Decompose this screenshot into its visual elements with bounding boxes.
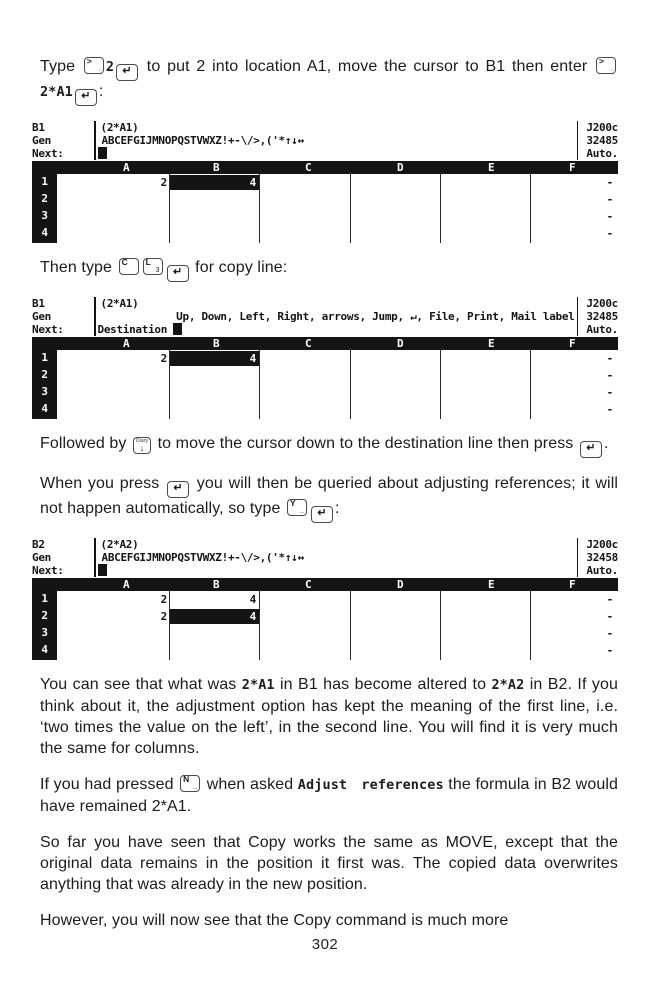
paragraph-copy-line: [40, 257, 618, 282]
row-number: 3: [41, 209, 48, 222]
options-line: Up, Down, Left, Right, arrows, Jump, ↵, File, Print, Mail label: [176, 310, 575, 323]
cell-b-value: 4: [249, 593, 256, 606]
return-key-icon: [580, 441, 602, 458]
options-line: ABCEFGIJMNOPQSTVWXZ!+-\/>,('*↑↓↔: [101, 134, 304, 147]
text-run: When you press: [40, 475, 166, 492]
row-number: 2: [41, 192, 48, 205]
status-middle: [96, 121, 577, 160]
key-main-legend: ↵: [122, 65, 132, 77]
inline-code: 2*A1: [241, 677, 275, 693]
row-number: 3: [41, 385, 48, 398]
status-area: [32, 121, 618, 161]
next-label: Next:: [32, 564, 64, 577]
text-run: Then type: [40, 259, 117, 276]
key-main-legend: C: [121, 257, 128, 267]
mode-label: Gen: [32, 551, 51, 564]
return-key-icon: [311, 506, 333, 523]
column-letter: D: [397, 337, 404, 350]
spreadsheet-grid: [32, 350, 618, 419]
key-sub-legend: .: [98, 66, 101, 73]
next-label: Next:: [32, 147, 64, 160]
down-arrow-key-icon: [133, 437, 151, 454]
key-main-legend: >: [86, 56, 92, 66]
text-run: to put 2 into location A1, move the cursor to B1 then enter: [140, 58, 594, 75]
spreadsheet-screen-1: [32, 121, 618, 243]
row-dash: -: [606, 386, 613, 399]
return-key-icon: [75, 89, 97, 106]
row-number: 1: [41, 351, 48, 364]
row-dash: -: [606, 644, 613, 657]
grid-row: [32, 175, 618, 192]
status-calc-mode: Auto.: [586, 564, 618, 577]
paragraph-intro: [40, 56, 618, 106]
key-main-legend: ↵: [172, 266, 183, 278]
status-memory: J200c: [586, 121, 618, 134]
paragraph-explanation: [40, 674, 618, 759]
status-memory: J200c: [586, 297, 618, 310]
row-number: 1: [41, 175, 48, 188]
cursor-block: [173, 323, 182, 335]
y-key-icon: [287, 499, 307, 516]
value-entry-key-icon: [84, 57, 104, 74]
next-label: Next:: [32, 323, 64, 336]
key-main-legend: L: [145, 257, 151, 267]
grid-row: [32, 385, 618, 402]
row-number: 4: [41, 402, 48, 415]
key-main-legend: >: [599, 56, 605, 66]
column-letter: E: [488, 578, 495, 591]
column-letter: A: [123, 161, 130, 174]
paragraph-copy-vs-move: So far you have seen that Copy works the same as MOVE, except that the original data remains in the position it first was. The copied data overwrites anything that was already in the new position.: [40, 834, 618, 893]
grid-row: [32, 192, 618, 209]
paragraph-followed-by: [40, 433, 618, 458]
grid-row: [32, 643, 618, 660]
grid-row: [32, 209, 618, 226]
cell-b-value: [170, 209, 259, 224]
cell-b-value-highlighted: 4: [170, 175, 259, 190]
column-letter: C: [305, 337, 312, 350]
text-run: in B1 has become altered to: [274, 676, 492, 693]
column-letter: A: [123, 578, 130, 591]
next-line: [96, 323, 577, 336]
text-run: you will then be queried about adjusting references; it will not happen automatically, so type: [40, 475, 618, 517]
cursor-block: [98, 147, 107, 159]
inline-code: Adjust references: [297, 777, 444, 793]
row-dash: -: [606, 627, 613, 640]
key-main-legend: N: [183, 774, 190, 784]
text-run: in B2. If you think about it, the adjustment option has kept the meaning of the first line, i.e. ‘two times the value on the left’, in the second line. You will find it is very much the same for columns.: [40, 676, 618, 757]
grid-row: [32, 402, 618, 419]
column-letter: B: [213, 578, 220, 591]
key-main-legend: ↵: [81, 90, 91, 102]
row-number: 3: [41, 626, 48, 639]
status-area: [32, 538, 618, 578]
column-letter: E: [488, 337, 495, 350]
grid-row: [32, 351, 618, 368]
cell-b-value: [170, 626, 259, 641]
column-letter: D: [397, 161, 404, 174]
text-run: Type: [40, 58, 82, 75]
row-dash: -: [606, 352, 613, 365]
column-header-bar: [32, 161, 618, 174]
column-letter: C: [305, 161, 312, 174]
status-calc-mode: Auto.: [586, 147, 618, 160]
row-number: 4: [41, 643, 48, 656]
spreadsheet-grid: [32, 174, 618, 243]
text-run: for copy line:: [190, 259, 288, 276]
inline-code: 2*A1: [40, 84, 73, 100]
formula-line: (2*A1): [100, 121, 139, 134]
grid-row: [32, 368, 618, 385]
l3-key-icon: [143, 258, 163, 275]
key-sub-legend: ..: [299, 508, 305, 515]
cell-b-value: [170, 192, 259, 207]
mode-label: Gen: [32, 134, 51, 147]
status-right-labels: [578, 121, 618, 160]
column-letter: F: [569, 337, 576, 350]
key-main-legend: ↵: [586, 442, 596, 454]
next-text: Destination: [97, 323, 174, 336]
row-number: 4: [41, 226, 48, 239]
status-memory: J200c: [586, 538, 618, 551]
row-dash: -: [606, 176, 613, 189]
status-middle: [96, 538, 577, 577]
status-calc-mode: Auto.: [586, 323, 618, 336]
key-main-legend: ↓: [139, 443, 145, 453]
next-line: [96, 564, 577, 577]
text-run: to move the cursor down to the destination line then press: [153, 435, 578, 452]
page-content: [32, 56, 618, 946]
column-letter: E: [488, 161, 495, 174]
grid-row: [32, 226, 618, 243]
c-key-icon: [119, 258, 139, 275]
n-key-icon: [180, 775, 200, 792]
row-dash: -: [606, 610, 613, 623]
text-run: If you had pressed: [40, 776, 179, 793]
text-run: :: [98, 83, 104, 100]
text-run: when asked: [202, 776, 298, 793]
row-dash: -: [606, 403, 613, 416]
key-main-legend: ↵: [173, 482, 183, 494]
text-run: .: [603, 435, 609, 452]
key-top-legend: Diary: [135, 438, 149, 444]
column-letter: C: [305, 578, 312, 591]
inline-code: 2*A2: [491, 677, 525, 693]
text-run: the formula in B2 would have remained 2*A1.: [40, 776, 618, 815]
grid-row: [32, 609, 618, 626]
paragraph-adjust-query: [40, 473, 618, 523]
value-entry-key-icon: [596, 57, 616, 74]
status-free: 32458: [586, 551, 618, 564]
key-main-legend: ↵: [317, 507, 327, 519]
column-letter: D: [397, 578, 404, 591]
status-free: 32485: [586, 134, 618, 147]
cell-a-value: 2: [160, 176, 167, 189]
cell-a-value: 2: [160, 352, 167, 365]
status-left-labels: [32, 297, 94, 336]
cell-reference: B2: [32, 538, 45, 551]
cell-b-value: [170, 385, 259, 400]
row-dash: -: [606, 369, 613, 382]
column-letter: B: [213, 161, 220, 174]
text-run: Followed by: [40, 435, 132, 452]
row-number: 2: [41, 368, 48, 381]
status-left-labels: [32, 538, 94, 577]
column-header-bar: [32, 578, 618, 591]
column-letter: B: [213, 337, 220, 350]
cell-b-value-highlighted: 4: [170, 351, 259, 366]
formula-line: (2*A2): [100, 538, 139, 551]
next-line: [96, 147, 577, 160]
status-left-labels: [32, 121, 94, 160]
cell-reference: B1: [32, 121, 45, 134]
key-sub-legend: ..: [193, 784, 198, 791]
cursor-block: [98, 564, 107, 576]
formula-line: (2*A1): [100, 297, 139, 310]
cell-a-value: 2: [160, 610, 167, 623]
status-area: [32, 297, 618, 337]
paragraph-no-adjust: [40, 774, 618, 817]
status-free: 32485: [586, 310, 618, 323]
grid-row: [32, 626, 618, 643]
row-number: 1: [41, 592, 48, 605]
return-key-icon: [116, 64, 138, 81]
column-letter: F: [569, 578, 576, 591]
options-line: ABCEFGIJMNOPQSTVWXZ!+-\/>,('*↑↓↔: [101, 551, 304, 564]
row-dash: -: [606, 193, 613, 206]
paragraph-however: However, you will now see that the Copy command is much more: [40, 912, 509, 929]
column-header-bar: [32, 337, 618, 350]
status-middle: [96, 297, 577, 336]
mode-label: Gen: [32, 310, 51, 323]
row-dash: -: [606, 210, 613, 223]
return-key-icon: [167, 265, 189, 282]
row-number: 2: [41, 609, 48, 622]
spreadsheet-screen-2: [32, 297, 618, 419]
spreadsheet-grid: [32, 591, 618, 660]
key-sub-legend: 3: [155, 267, 160, 274]
spreadsheet-screen-3: [32, 538, 618, 660]
cell-b-value: [170, 226, 259, 241]
status-right-labels: [578, 538, 618, 577]
return-key-icon: [167, 481, 189, 498]
row-dash: -: [606, 227, 613, 240]
status-right-labels: [578, 297, 618, 336]
cell-b-value: [170, 402, 259, 417]
cell-b-value: [170, 643, 259, 658]
page-number: 302: [311, 936, 339, 953]
text-run: You can see that what was: [40, 676, 242, 693]
inline-code: 2: [105, 59, 115, 75]
column-letter: A: [123, 337, 130, 350]
key-main-legend: Y: [290, 498, 296, 508]
key-sub-legend: .: [610, 66, 613, 73]
grid-row: [32, 592, 618, 609]
text-run: :: [335, 500, 340, 517]
cell-b-value-highlighted: 4: [170, 609, 259, 624]
column-letter: F: [569, 161, 576, 174]
cell-reference: B1: [32, 297, 45, 310]
cell-a-value: 2: [160, 593, 167, 606]
cell-b-value: [170, 368, 259, 383]
row-dash: -: [606, 593, 613, 606]
